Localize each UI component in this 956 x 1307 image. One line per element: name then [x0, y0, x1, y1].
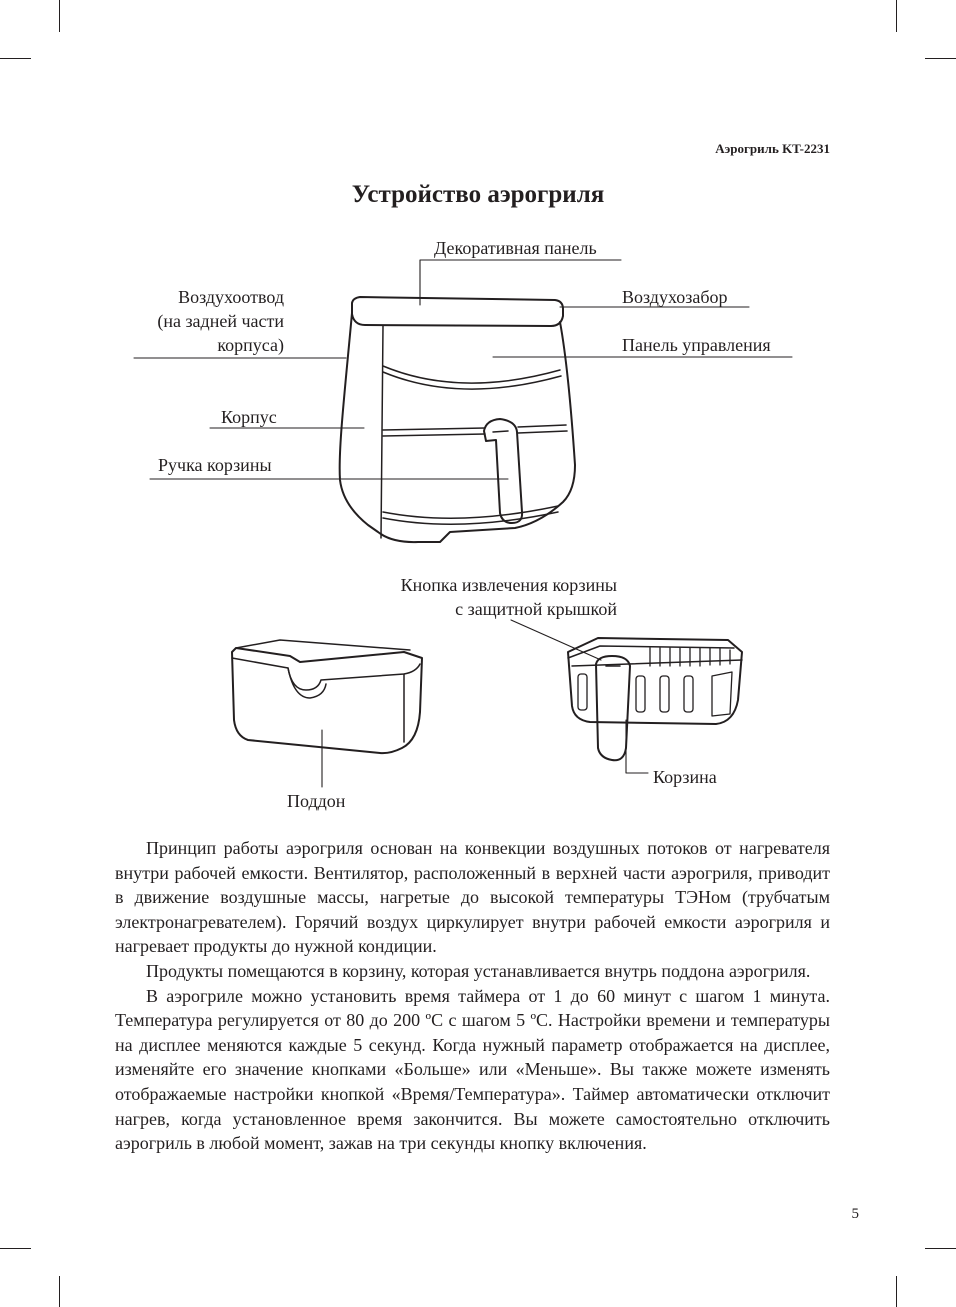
- crop-mark: [0, 1248, 31, 1249]
- label-control-panel: Панель управления: [622, 335, 771, 355]
- running-header: Аэрогриль KT-2231: [715, 141, 830, 156]
- label-basket-handle: Ручка корзины: [158, 455, 272, 475]
- page-number: 5: [851, 1206, 859, 1222]
- crop-mark: [59, 1276, 60, 1307]
- body-text: [115, 836, 830, 1156]
- air-fryer-illustration: [340, 297, 575, 542]
- crop-mark: [896, 1276, 897, 1307]
- crop-mark: [925, 1248, 956, 1249]
- paragraph: В аэрогриле можно установить время таймера от 1 до 60 минут с шагом 1 минута. Температура регулируется от 80 до 200 ºС с шагом 5 ºС. Настройки времени и температуры на дисплее меняются каждые 5 секунд. Когда нужный параметр отображается на дисплее, изменяйте его значение кнопками «Больше» или «Меньше». Вы также можете изменять отображаемые настройки кнопкой «Время/Температура». Таймер автоматически отключит нагрев, когда установленное время закончится. Вы можете самостоятельно отключить аэрогриль в любой момент, зажав на три секунды кнопку включения.: [115, 985, 830, 1154]
- label-air-outlet: Воздухоотвод (на задней части корпуса): [157, 287, 284, 355]
- paragraph: Принцип работы аэрогриля основан на конвекции воздушных потоков от нагревателя внутри рабочей емкости. Вентилятор, расположенный в верхней части аэрогриля, приводит в движение воздушные массы, нагретые до высокой температуры ТЭНом (трубчатым электронагревателем). Горячий воздух циркулирует внутри рабочей емкости аэрогриля и нагревает продукты до нужной кондиции.: [115, 838, 830, 957]
- label-tray: Поддон: [287, 791, 346, 811]
- label-air-intake: Воздухозабор: [622, 287, 728, 307]
- label-basket: Корзина: [653, 767, 717, 787]
- tray-illustration: [232, 640, 422, 753]
- page-title: Устройство аэрогриля: [351, 181, 605, 208]
- label-body: Корпус: [221, 407, 277, 427]
- paragraph: Продукты помещаются в корзину, которая устанавливается внутрь поддона аэрогриля.: [146, 960, 811, 981]
- label-release-button: Кнопка извлечения корзины с защитной крышкой: [400, 575, 617, 619]
- label-decorative-panel: Декоративная панель: [434, 238, 597, 258]
